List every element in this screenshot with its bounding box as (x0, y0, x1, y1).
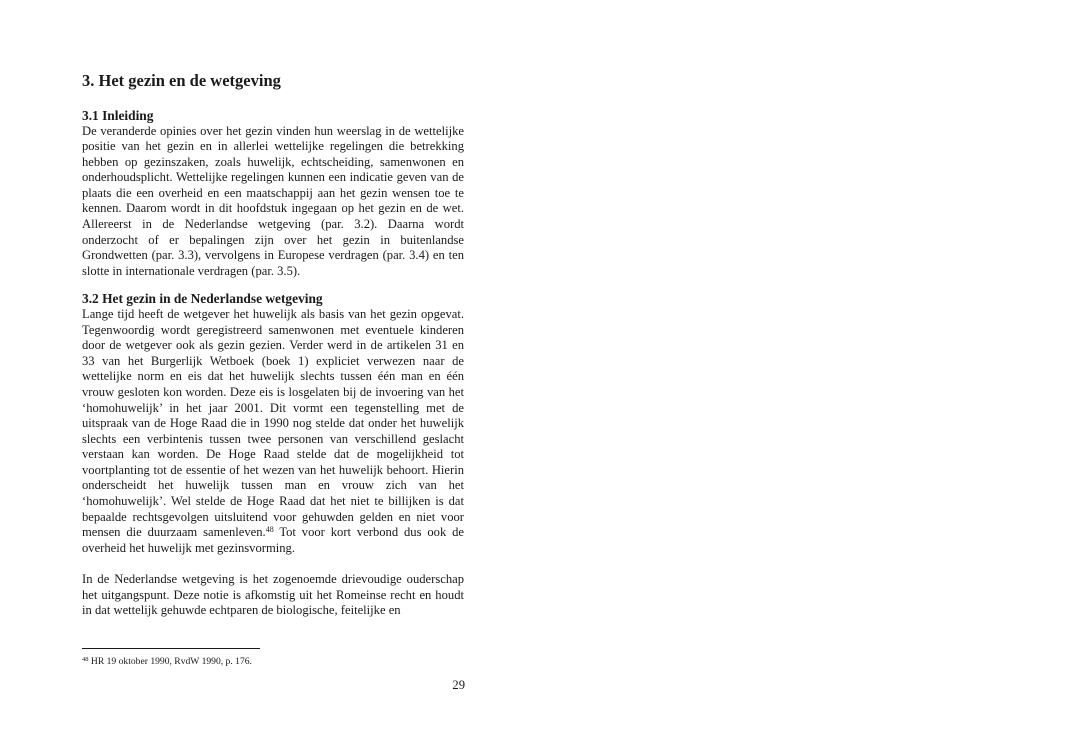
footnote-divider (82, 648, 260, 649)
chapter-title: 3. Het gezin en de wetgeving (82, 71, 281, 90)
footnote-text: HR 19 oktober 1990, RvdW 1990, p. 176. (88, 656, 252, 667)
paragraph-ouderschap: In de Nederlandse wetgeving is het zogenoemde drievoudige ouderschap het uitgangspunt. Deze notie is afkomstig uit het Romeinse recht en houdt in dat wettelijk gehuwde echtparen de biologische, feitelijke en (82, 572, 464, 618)
paragraph-text-after-footnote: Tot voor kort verbond dus ook de overheid het huwelijk met gezinsvorming. (82, 525, 464, 555)
section-heading-inleiding: 3.1 Inleiding (82, 108, 154, 123)
footnote-reference[interactable]: 48 (265, 525, 274, 535)
paragraph-text-before-footnote: Lange tijd heeft de wetgever het huwelijk als basis van het gezin opgevat. Tegenwoordig wordt geregistreerd samenwonen met eventuele kinderen door de wetgever ook als gezin gezien. Verder werd in de artikelen 31 en 33 van het Burgerlijk Wetboek (boek 1) expliciet verwezen naar de wettelijke norm en eis dat het huwelijk slechts tussen één man en één vrouw gesloten kon worden. Deze eis is losgelaten bij de invoering van het ‘homohuwelijk’ in het jaar 2001. Dit vormt een tegenstelling met de uitspraak van de Hoge Raad die in 1990 nog stelde dat onder het huwelijk slechts een verbintenis tussen twee personen van verschillend geslacht verstaan kan worden. De Hoge Raad stelde dat de mogelijkheid tot voortplanting tot de essentie of het wezen van het huwelijk behoort. Hierin onderscheidt het huwelijk tussen man en vrouw zich van het ‘homohuwelijk’. Wel stelde de Hoge Raad dat het niet te billijken is dat bepaalde rechtsgevolgen uitsluitend voor gehuwden gelden en niet voor mensen die duurzaam samenleven. (82, 306, 464, 540)
paragraph-inleiding: De veranderde opinies over het gezin vinden hun weerslag in de wettelijke positie van het gezin en in allerlei wettelijke regelingen die betrekking hebben op gezinszaken, zoals huwelijk, echtscheiding, samenwonen en onderhoudsplicht. Wettelijke regelingen kunnen een indicatie geven van de plaats die een overheid en een maatschappij aan het gezin wensen toe te kennen. Daarom wordt in dit hoofdstuk ingegaan op het gezin en de wet. Allereerst in de Nederlandse wetgeving (par. 3.2). Daarna wordt onderzocht of er bepalingen zijn over het gezin in buitenlandse Grondwetten (par. 3.3), vervolgens in Europese verdragen (par. 3.4) en ten slotte in internationale verdragen (par. 3.5). (82, 123, 464, 278)
page-number: 29 (452, 678, 465, 692)
footnote (82, 656, 252, 668)
section-heading-nederlandse-wetgeving: 3.2 Het gezin in de Nederlandse wetgeving (82, 291, 323, 307)
footnote-number: 48 (82, 656, 89, 663)
page-content (82, 60, 464, 619)
paragraph-nederlandse-wetgeving (82, 307, 464, 557)
